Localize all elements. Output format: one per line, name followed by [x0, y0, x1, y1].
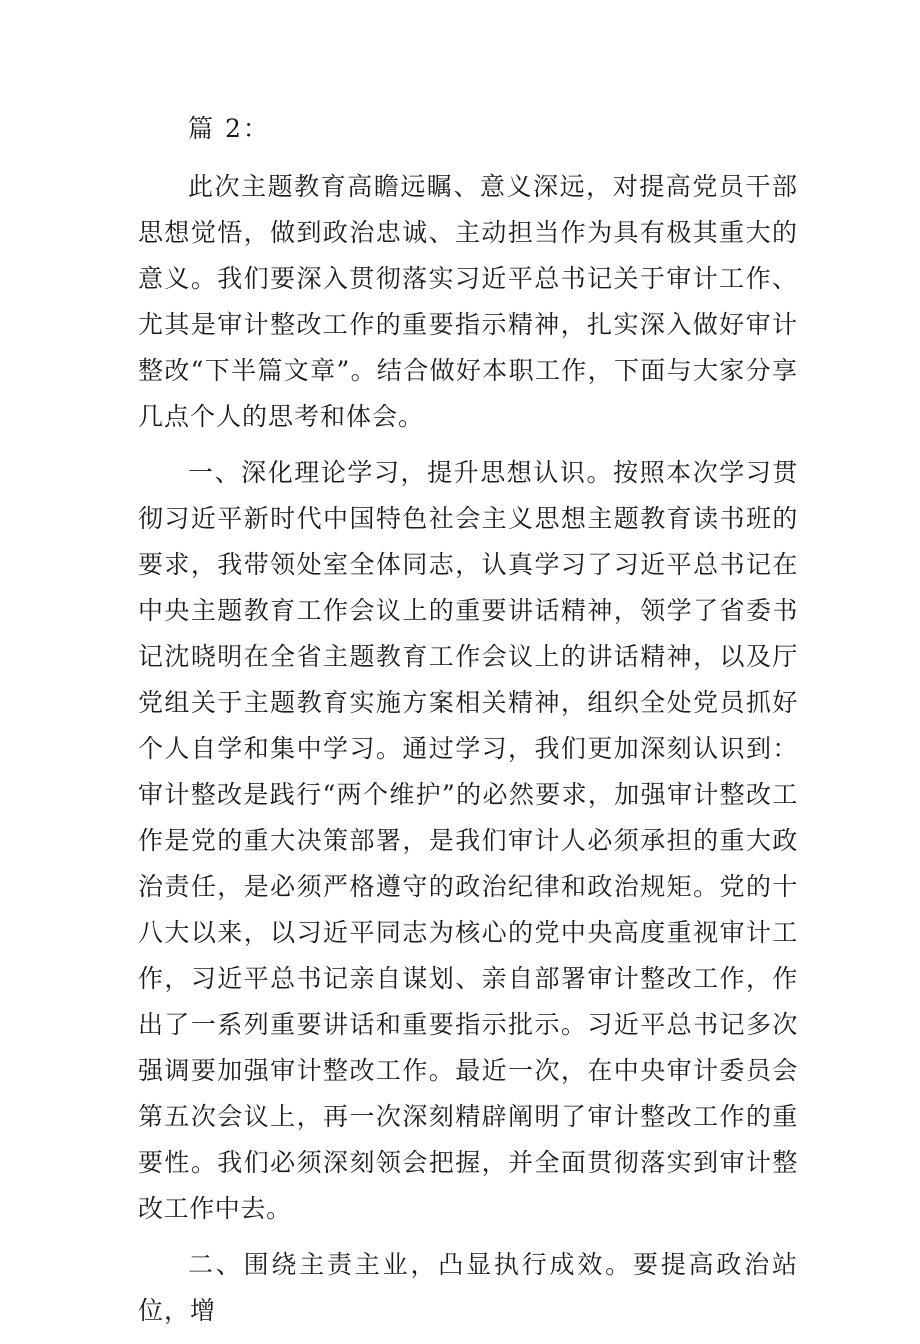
document-body — [138, 106, 798, 1344]
paragraph-intro: 此次主题教育高瞻远瞩、意义深远，对提高党员干部思想觉悟，做到政治忠诚、主动担当作为具有极其重大的意义。我们要深入贯彻落实习近平总书记关于审计工作、尤其是审计整改工作的重要指示精神，扎实深入做好审计整改“下半篇文章”。结合做好本职工作，下面与大家分享几点个人的思考和体会。 — [138, 172, 798, 431]
section-label: 篇 2： — [188, 114, 270, 143]
paragraph-main-duties: 二、围绕主责主业，凸显执行成效。要提高政治站位，增 — [138, 1250, 798, 1325]
paragraph-theory-study: 一、深化理论学习，提升思想认识。按照本次学习贯彻习近平新时代中国特色社会主义思想主题教育读书班的要求，我带领处室全体同志，认真学习了习近平总书记在中央主题教育工作会议上的重要讲话精神，领学了省委书记沈晓明在全省主题教育工作会议上的讲话精神，以及厅党组关于主题教育实施方案相关精神，组织全处党员抓好个人自学和集中学习。通过学习，我们更加深刻认识到：审计整改是践行“两个维护”的必然要求，加强审计整改工作是党的重大决策部署，是我们审计人必须承担的重大政治责任，是必须严格遵守的政治纪律和政治规矩。党的十八大以来，以习近平同志为核心的党中央高度重视审计工作，习近平总书记亲自谋划、亲自部署审计整改工作，作出了一系列重要讲话和重要指示批示。习近平总书记多次强调要加强审计整改工作。最近一次，在中央审计委员会第五次会议上，再一次深刻精辟阐明了审计整改工作的重要性。我们必须深刻领会把握，并全面贯彻落实到审计整改工作中去。 — [138, 458, 798, 1223]
